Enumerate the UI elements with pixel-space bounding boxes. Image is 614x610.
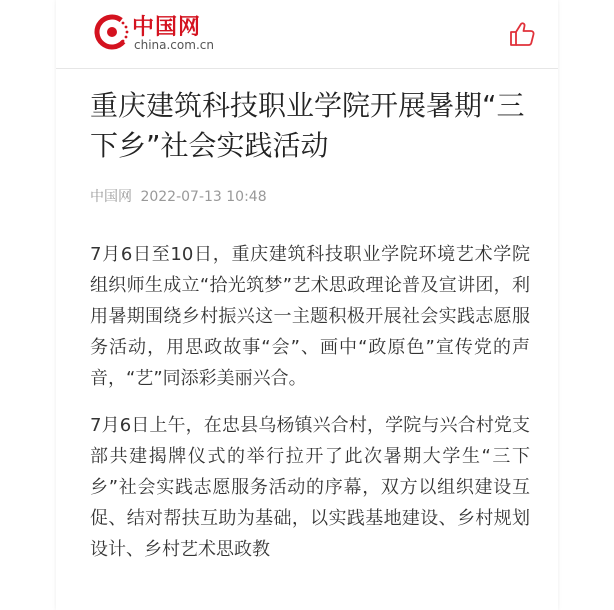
site-header — [56, 0, 558, 69]
article-title: 重庆建筑科技职业学院开展暑期“三下乡”社会实践活动 — [90, 89, 525, 162]
article-datetime: 2022-07-13 10:48 — [140, 189, 267, 205]
thumbs-up-icon — [508, 20, 536, 48]
article-body — [90, 239, 530, 581]
china-com-cn-logo-icon — [94, 14, 130, 50]
logo-domain: china.com.cn — [134, 38, 214, 52]
article-meta — [90, 186, 267, 206]
article-source: 中国网 — [90, 189, 132, 205]
logo-chinese-name: 中国网 — [132, 15, 202, 40]
article-page — [56, 0, 558, 610]
article-paragraph: 7月6日上午，在忠县乌杨镇兴合村，学院与兴合村党支部共建揭牌仪式的举行拉开了此次暑期大学生“三下乡”社会实践志愿服务活动的序幕，双方以组织建设互促、结对帮扶互助为基础，以实践基地建设、乡村规划设计、乡村艺术思政教 — [90, 415, 530, 560]
like-button[interactable] — [508, 20, 536, 48]
article-paragraph: 7月6日至10日，重庆建筑科技职业学院环境艺术学院组织师生成立“拾光筑梦”艺术思政理论普及宣讲团，利用暑期围绕乡村振兴这一主题积极开展社会实践志愿服务活动，用思政故事“会”、画中“政原色”宣传党的声音，“艺”同添彩美丽兴合。 — [90, 244, 530, 389]
site-logo[interactable] — [94, 10, 224, 56]
